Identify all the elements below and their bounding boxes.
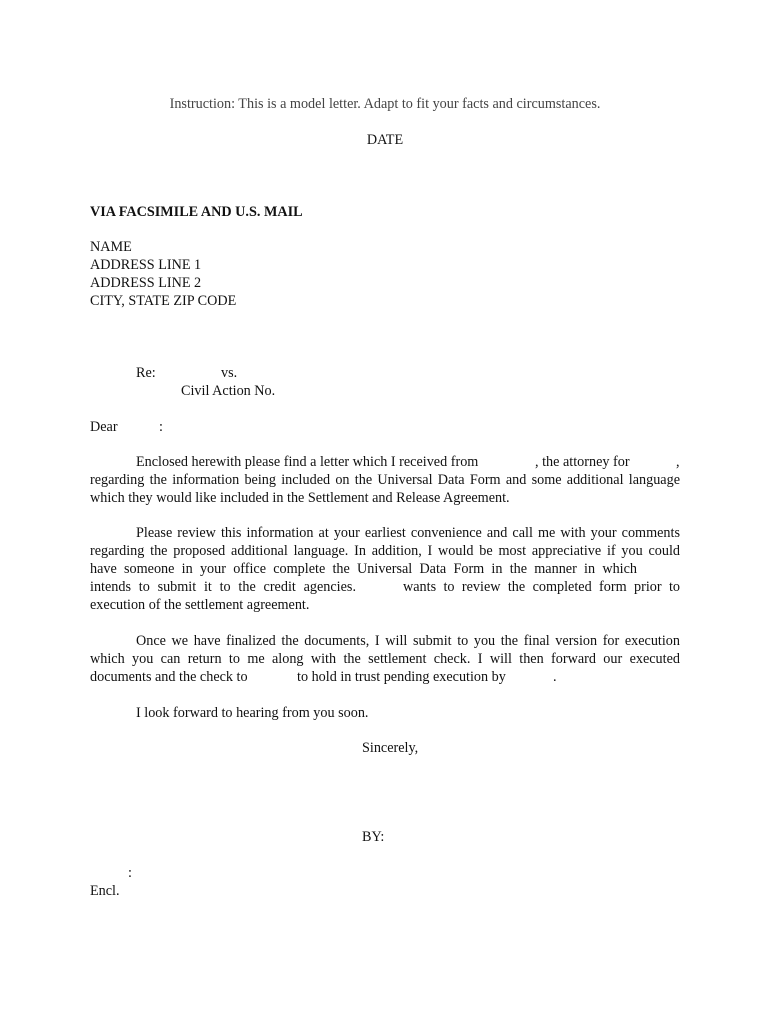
recipient-city-state-zip: CITY, STATE ZIP CODE	[90, 293, 237, 309]
delivery-method: VIA FACSIMILE AND U.S. MAIL	[90, 204, 303, 220]
recipient-address-line-2: ADDRESS LINE 2	[90, 275, 202, 291]
paragraph-2-line-4a: intends to submit it to the credit agencies.	[90, 579, 356, 595]
enclosure-notation: Encl.	[90, 883, 120, 899]
paragraph-1-line-3: which they would like included in the Settlement and Release Agreement.	[90, 490, 510, 506]
paragraph-2-line-2: regarding the proposed additional language. In addition, I would be most appreciative if you could	[90, 543, 680, 559]
salutation-dear: Dear	[90, 419, 118, 435]
re-versus: vs.	[221, 365, 238, 381]
letter-date: DATE	[366, 132, 404, 148]
paragraph-3-line-3b: to hold in trust pending execution by	[297, 669, 506, 685]
paragraph-2-line-1: Please review this information at your earliest convenience and call me with your comments	[136, 525, 680, 541]
paragraph-2-line-5: execution of the settlement agreement.	[90, 597, 310, 613]
paragraph-2-line-3: have someone in your office complete the Universal Data Form in the manner in which	[90, 561, 637, 577]
signature-by-label: BY:	[362, 829, 385, 845]
paragraph-3-line-1: Once we have finalized the documents, I will submit to you the final version for execution	[136, 633, 680, 649]
initials-colon: :	[128, 865, 132, 881]
paragraph-1-line-2: regarding the information being included on the Universal Data Form and some additional language	[90, 472, 680, 488]
paragraph-3-line-2: which you can return to me along with the settlement check. I will then forward our executed	[90, 651, 680, 667]
closing-line: I look forward to hearing from you soon.	[136, 705, 369, 721]
recipient-address-line-1: ADDRESS LINE 1	[90, 257, 202, 273]
paragraph-1-line-1a: Enclosed herewith please find a letter which I received from	[136, 454, 479, 470]
paragraph-1-line-1b: , the attorney for	[535, 454, 630, 470]
salutation-colon: :	[159, 419, 163, 435]
paragraph-3-line-3c: .	[553, 669, 557, 685]
paragraph-3-line-3a: documents and the check to	[90, 669, 248, 685]
paragraph-2-line-4b: wants to review the completed form prior to	[403, 579, 680, 595]
civil-action-number: Civil Action No.	[181, 383, 276, 399]
paragraph-1-line-1c: ,	[676, 454, 680, 470]
instruction-note: Instruction: This is a model letter. Adapt to fit your facts and circumstances.	[169, 96, 601, 112]
re-label: Re:	[136, 365, 156, 381]
recipient-name: NAME	[90, 239, 132, 255]
complimentary-close: Sincerely,	[362, 740, 419, 756]
